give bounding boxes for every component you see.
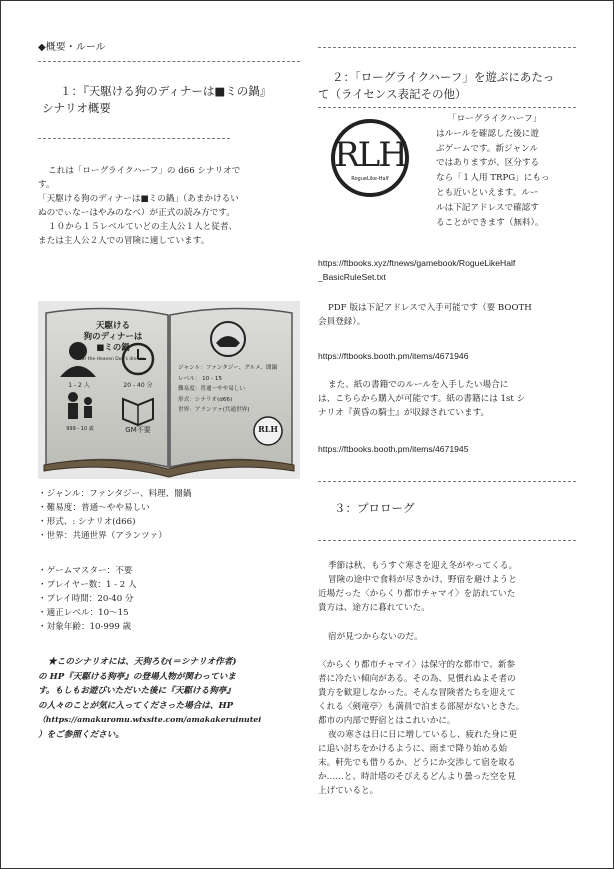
text-line: ★このシナリオには、天狗ろむ(＝シナリオ作者) — [48, 657, 237, 667]
list-item: ・世界：共通世界（アランツァ） — [38, 531, 167, 541]
prologue-p1 — [318, 559, 580, 615]
icon-label-gm: GM不要 — [125, 426, 151, 434]
text-line: 「ローグライクハーフ」 — [448, 114, 542, 124]
rule-url-line2[interactable]: _BasicRuleSet.txt — [318, 272, 386, 282]
book-info-line: 世界：アランツァ(共通世界) — [178, 407, 250, 413]
section-label: ◆概要・ルール — [38, 42, 106, 53]
rlh-logo-text: RLH — [334, 135, 406, 175]
spec-list-1 — [38, 487, 300, 543]
pdf-url[interactable]: https://ftbooks.booth.pm/items/4671946 — [318, 351, 469, 361]
prologue-p2 — [318, 630, 580, 644]
book-title-l3: ■ミの鍋 — [96, 343, 130, 353]
divider — [318, 481, 576, 482]
text-line: 近場だった〈からくり都市チャマイ〉を訪れていた — [318, 589, 516, 599]
text-line: ルは下記アドレスで確認す — [436, 202, 539, 213]
s2-title — [318, 69, 580, 103]
rlh-description — [436, 112, 576, 230]
text-line: 宿が見つからないのだ。 — [328, 632, 423, 642]
text-line: 貴方を歓迎しなかった。そんな冒険者たちを迎えて — [318, 688, 516, 698]
book-right-info — [178, 363, 296, 416]
book-info-line: ジャンル：ファンタジー、グルメ、闇鍋 — [178, 365, 278, 371]
book-logo-text: RLH — [258, 424, 278, 434]
divider — [318, 540, 576, 541]
divider — [318, 107, 576, 108]
rlh-logo — [320, 118, 424, 202]
text-line: か……と、時計塔のそびえるどんより曇った空を見 — [318, 772, 516, 782]
text-line: 〈からくり都市チャマイ〉は保守的な都市で、新参 — [318, 660, 516, 670]
text-line: PDF 版は下記アドレスで入手可能です（要 BOOTH — [328, 303, 532, 313]
text-line: また、紙の書籍でのルールを入手したい場合に — [328, 380, 509, 390]
rule-url-line1[interactable]: https://ftbooks.xyz/ftnews/gamebook/RogueLikeHalf — [318, 258, 516, 268]
s2-title-line1: ２：「ローグライクハーフ」を遊ぶにあたっ — [332, 70, 555, 84]
list-item: ・形式、: シナリオ(d66) — [38, 517, 136, 527]
prologue-p3 — [318, 658, 580, 798]
text-line: は、こちらから購入が可能です。紙の書籍には 1st シ — [318, 394, 526, 404]
pdf-text — [318, 301, 580, 329]
paper-text — [318, 378, 580, 420]
text-line: 会員登録）。 — [318, 317, 366, 327]
text-line: ぶゲームです。新ジャンル — [436, 143, 539, 154]
author-note — [38, 655, 300, 742]
text-line: くれる〈剣竜亭〉も満員で泊まる部屋がないときた。 — [318, 702, 525, 712]
text-line: の人々のことが気に入ってくださった場合は、HP — [38, 700, 234, 711]
text-line: （https://amakuromu.wixsite.com/amakakeruinutei — [38, 715, 262, 724]
text-line: はルールを確認した後に遊 — [436, 128, 539, 139]
s1-title-line2: シナリオ概要 — [42, 101, 111, 115]
text-line: これは「ローグライクハーフ」の d66 シナリオで — [48, 166, 241, 176]
spec-list-2 — [38, 564, 300, 634]
divider — [38, 61, 300, 62]
list-item: ・難易度：普通〜やや易しい — [38, 503, 150, 513]
book-title-l1: 天駆ける — [95, 321, 130, 331]
text-line: ではありますが、区分する — [436, 158, 540, 169]
divider — [318, 47, 576, 48]
text-line: 都市の内部で野宿とはこれいかに。 — [318, 716, 456, 726]
text-line: に追い討ちをかけるように、雨まで降り始める始 — [318, 744, 508, 754]
paper-url[interactable]: https://ftbooks.booth.pm/items/4671945 — [318, 444, 469, 454]
text-line: なら「１人用 TRPG」にもっ — [436, 173, 550, 184]
text-line: 末。軒先でも借りるか、どうにか交渉して宿を取る — [318, 758, 516, 768]
icon-label-age: 999 - 10 歳 — [66, 426, 94, 432]
s1-title — [42, 83, 304, 117]
book-info-line: 難易度：普通〜やや易しい — [178, 386, 246, 392]
book-subtitle: Soar the Heaven Dog's dinner — [76, 357, 144, 362]
text-line: ぬのでぃなーはやみのなべ）が正式の読み方です。 — [38, 208, 235, 218]
text-line: １０から１５レベルていどの主人公１人と従者、 — [48, 222, 238, 232]
rlh-logo-subtext: RogueLike-Half — [351, 176, 389, 182]
s2-title-line2: て（ライセンス表記その他） — [318, 87, 467, 101]
text-line: とも近いといえます。ルー — [436, 187, 539, 198]
text-line: 上げていると。 — [318, 786, 379, 796]
s1-intro — [38, 164, 300, 248]
text-line: ナリオ『黄昏の騎士』が収録されています。 — [318, 408, 490, 418]
book-title-l2: 狗のディナーは — [83, 332, 143, 342]
text-line: す。もしもお遊びいただいた後に『天駆ける狗亭』 — [38, 686, 235, 696]
dog-emblem-icon — [211, 322, 245, 356]
text-line: 「天駆ける狗のディナーは■ミの鍋」（あまかけるい — [38, 194, 239, 204]
s3-title: ３：プロローグ — [334, 501, 415, 515]
book-title — [68, 321, 158, 354]
list-item: ・プレイ時間：20-40 分 — [38, 594, 134, 604]
book-info-line: 形式：シナリオ(d66) — [178, 396, 233, 403]
text-line: または主人公２人での冒険に適しています。 — [38, 236, 210, 246]
text-line: の HP『天駆ける狗亭』の登場人物が関わっていま — [38, 671, 236, 682]
text-line: 季節は秋、もうすぐ寒さを迎え冬がやってくる。 — [328, 561, 518, 571]
icon-label-people: 1 - 2 人 — [68, 382, 90, 389]
list-item: ・適正レベル：10〜15 — [38, 608, 129, 618]
book-info-line: レベル： 10 - 15 — [178, 375, 222, 382]
book-illustration — [38, 301, 300, 479]
s1-title-line1: １：『天駆ける狗のディナーは■ミの鍋』 — [60, 84, 272, 98]
text-line: す。 — [38, 180, 55, 190]
text-line: 者に冷たい傾向がある。その為、見慣れぬよそ者の — [318, 674, 516, 684]
list-item: ・プレイヤー数：1 - 2 人 — [38, 580, 137, 590]
icon-label-time: 20 - 40 分 — [123, 382, 153, 389]
divider — [38, 138, 230, 139]
list-item: ・ジャンル：ファンタジー、料理、闇鍋 — [38, 489, 192, 499]
text-line: 貴方は、途方に暮れていた。 — [318, 603, 430, 613]
list-item: ・ゲームマスター：不要 — [38, 566, 133, 576]
text-line: 夜の寒さは日に日に増しているし、疲れた身に更 — [328, 730, 518, 740]
text-line: ）をご参照ください。 — [38, 729, 124, 740]
list-item: ・対象年齢：10-999 歳 — [38, 622, 132, 632]
text-line: 冒険の途中で食料が尽きかけ、野宿を避けようと — [328, 575, 517, 585]
text-line: ることができます（無料）。 — [436, 217, 544, 228]
rule-url[interactable] — [318, 256, 580, 284]
